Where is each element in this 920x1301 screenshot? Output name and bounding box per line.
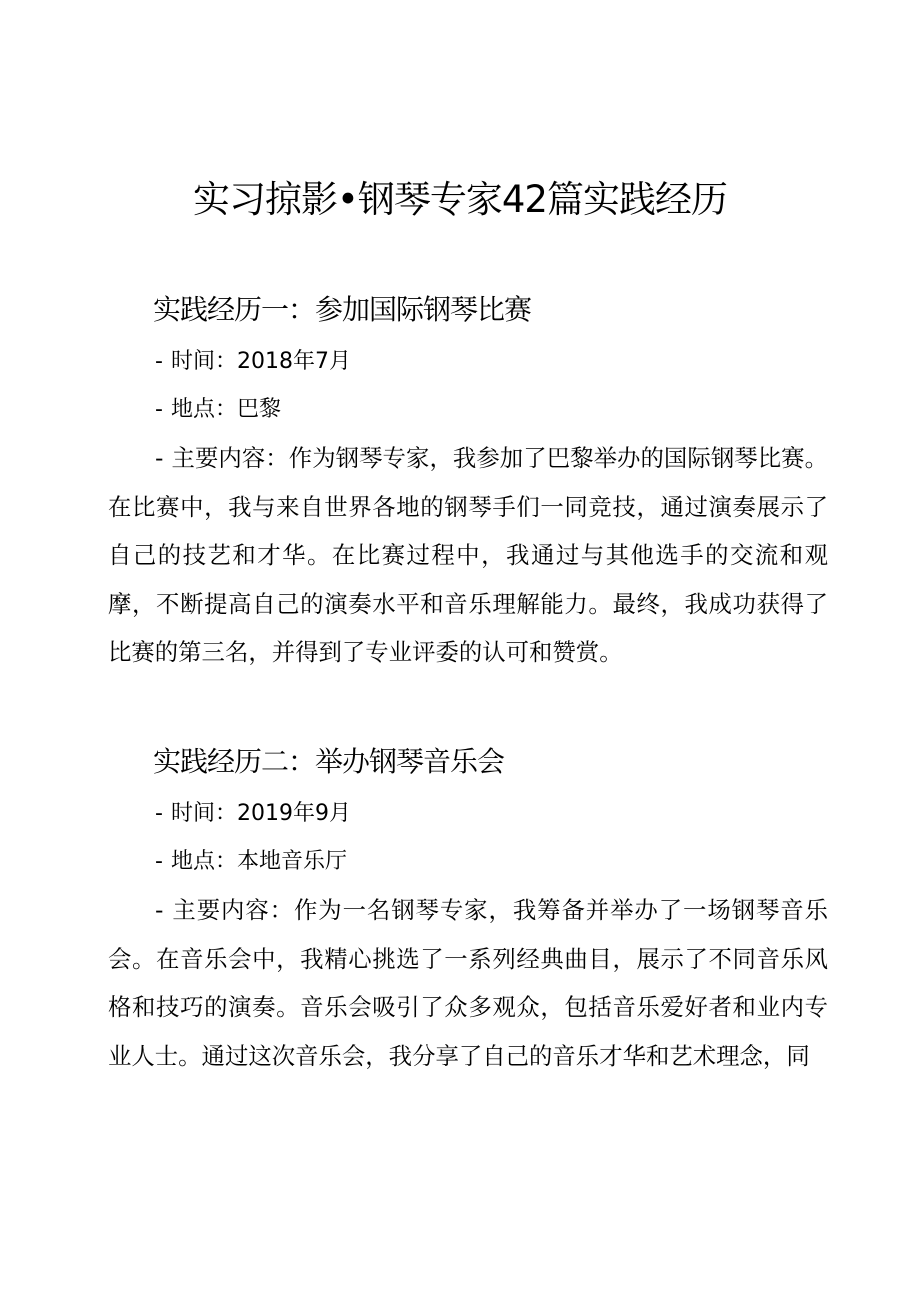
bullet-dash: - [155, 349, 163, 374]
bullet-dash: - [155, 849, 163, 874]
bullet-dash: - [155, 397, 163, 422]
time-value: 2019年9月 [236, 801, 351, 826]
bullet-dash: - [155, 444, 164, 472]
place-label: 地点： [170, 397, 237, 422]
bullet-dash: - [155, 801, 163, 826]
document-title: 实习掠影•钢琴专家42篇实践经历 [193, 178, 727, 221]
place-line [155, 838, 828, 886]
section-heading: 实践经历一：参加国际钢琴比赛 [153, 293, 532, 326]
section-practice-2 [108, 742, 828, 1080]
place-value: 本地音乐厅 [236, 849, 347, 874]
time-label: 时间： [170, 801, 237, 826]
place-value: 巴黎 [236, 397, 281, 422]
section-practice-1 [108, 290, 828, 677]
time-line [155, 790, 828, 838]
time-value: 2018年7月 [236, 349, 351, 374]
content-text: 作为一名钢琴专家，我筹备并举办了一场钢琴音乐会。在音乐会中，我精心挑选了一系列经典曲目，展示了不同音乐风格和技巧的演奏。音乐会吸引了众多观众，包括音乐爱好者和业内专业人士。通过这次音乐会，我分享了自己的音乐才华和艺术理念，同 [108, 896, 829, 1070]
time-line [155, 338, 828, 386]
time-label: 时间： [170, 349, 237, 374]
place-label: 地点： [170, 849, 237, 874]
content-label: 主要内容： [171, 896, 294, 924]
place-line [155, 386, 828, 434]
content-label: 主要内容： [171, 444, 289, 472]
content-paragraph [108, 886, 828, 1080]
content-text: 作为钢琴专家，我参加了巴黎举办的国际钢琴比赛。在比赛中，我与来自世界各地的钢琴手们一同竞技，通过演奏展示了自己的技艺和才华。在比赛过程中，我通过与其他选手的交流和观摩，不断提高自己的演奏水平和音乐理解能力。最终，我成功获得了比赛的第三名，并得到了专业评委的认可和赞赏。 [108, 444, 829, 666]
content-paragraph [108, 434, 828, 677]
section-heading: 实践经历二：举办钢琴音乐会 [153, 745, 505, 778]
bullet-dash: - [155, 896, 164, 924]
